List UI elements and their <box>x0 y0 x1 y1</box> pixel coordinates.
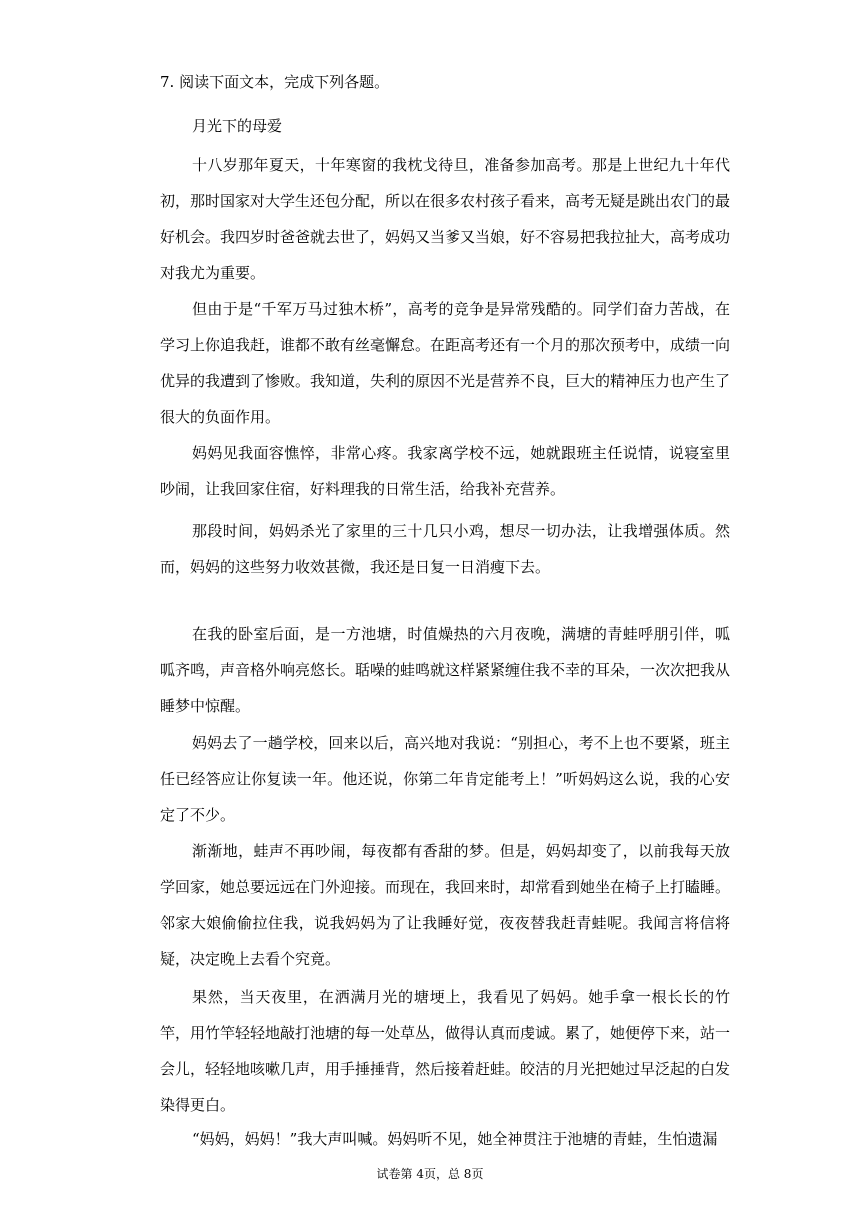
paragraph-9: “妈妈，妈妈！”我大声叫喊。妈妈听不见，她全神贯注于池塘的青蛙，生怕遗漏 <box>192 1130 718 1148</box>
article-title: 月光下的母爱 <box>192 117 283 135</box>
paragraph-5: 在我的卧室后面，是一方池塘，时值燥热的六月夜晚，满塘的青蛙呼朋引伴，呱呱齐鸣，声音格外响亮悠长。聒噪的蛙鸣就这样紧紧缠住我不幸的耳朵，一次次把我从睡梦中惊醒。 <box>160 625 731 715</box>
paragraph-8: 果然，当天夜里，在洒满月光的塘埂上，我看见了妈妈。她手拿一根长长的竹竿，用竹竿轻轻地敲打池塘的每一处草丛，做得认真而虔诚。累了，她便停下来，站一会儿，轻轻地咳嗽几声，用手捶捶背，然后接着赶蛙。皎洁的月光把她过早泛起的白发染得更白。 <box>160 988 731 1114</box>
paragraph-3: 妈妈见我面容憔悴，非常心疼。我家离学校不远，她就跟班主任说情，说寝室里吵闹，让我回家住宿，好料理我的日常生活，给我补充营养。 <box>160 444 730 498</box>
paragraph-2: 但由于是“千军万马过独木桥”，高考的竞争是异常残酷的。同学们奋力苦战，在学习上你追我赶，谁都不敢有丝毫懈怠。在距高考还有一个月的那次预考中，成绩一向优异的我遭到了惨败。我知道，失利的原因不光是营养不良，巨大的精神压力也产生了很大的负面作用。 <box>160 300 731 426</box>
question-header <box>160 71 389 93</box>
paragraph-4: 那段时间，妈妈杀光了家里的三十几只小鸡，想尽一切办法，让我增强体质。然而，妈妈的这些努力收效甚微，我还是日复一日消瘦下去。 <box>160 522 730 576</box>
question-instruction: 阅读下面文本，完成下列各题。 <box>179 73 390 91</box>
page-footer: 试卷第 4页，总 8页 <box>376 1167 484 1181</box>
paragraph-1: 十八岁那年夏天，十年寒窗的我枕戈待旦，准备参加高考。那是上世纪九十年代初，那时国家对大学生还包分配，所以在很多农村孩子看来，高考无疑是跳出农门的最好机会。我四岁时爸爸就去世了，妈妈又当爹又当娘，好不容易把我拉扯大，高考成功对我尤为重要。 <box>160 156 731 282</box>
question-number: 7. <box>160 73 175 91</box>
paragraph-7: 渐渐地，蛙声不再吵闹，每夜都有香甜的梦。但是，妈妈却变了，以前我每天放学回家，她总要远远在门外迎接。而现在，我回来时，却常看到她坐在椅子上打瞌睡。邻家大娘偷偷拉住我，说我妈妈为了让我睡好觉，夜夜替我赶青蛙呢。我闻言将信将疑，决定晚上去看个究竟。 <box>160 842 731 968</box>
paragraph-6: 妈妈去了一趟学校，回来以后，高兴地对我说：“别担心，考不上也不要紧，班主任已经答应让你复读一年。他还说，你第二年肯定能考上！”听妈妈这么说，我的心安定了不少。 <box>160 734 730 824</box>
